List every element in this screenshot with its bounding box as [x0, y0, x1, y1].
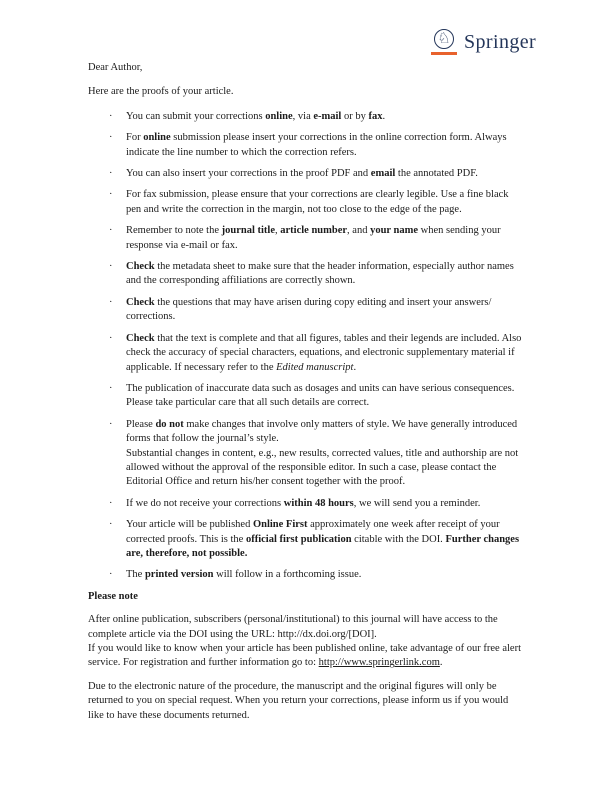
text-segment: online	[265, 110, 293, 122]
text-segment: that the text is complete and that all figures, tables and their legends are included. Also check the accuracy of special characters, equations, and electronic supplementary material if applicable. If necessary refer to the	[126, 332, 522, 373]
letter-body	[88, 61, 525, 732]
text-segment: Check	[126, 332, 155, 344]
bullet-marker: ·	[109, 189, 113, 201]
text-segment: Remember to note the	[126, 225, 222, 237]
doi-access-paragraph	[88, 613, 525, 671]
bullet-text	[126, 131, 525, 160]
text-segment: , via	[292, 110, 314, 122]
text-segment: within 48 hours	[283, 497, 354, 509]
bullet-text	[126, 260, 525, 289]
note-heading: Please note	[88, 590, 138, 602]
text-segment: the metadata sheet to make sure that the header information, especially author names and the corresponding affiliations are correctly shown.	[126, 261, 514, 287]
bullet-text	[126, 382, 525, 411]
bullet-marker: ·	[109, 497, 113, 509]
text-segment: Online First	[252, 519, 308, 531]
bullet-text	[126, 518, 525, 561]
knight-glyph: ♘	[437, 28, 451, 47]
bullet-marker: ·	[109, 519, 113, 531]
bullet-list	[88, 110, 525, 583]
text-segment: article number	[280, 225, 348, 237]
text-segment: .	[439, 657, 443, 669]
text-segment: will follow in a forthcoming issue.	[213, 569, 362, 581]
bullet-item	[88, 167, 525, 181]
bullet-item	[88, 224, 525, 253]
text-segment: the questions that may have arisen during copy editing and insert your answers/ corrections.	[126, 296, 492, 323]
bullet-text	[126, 110, 525, 124]
bullet-marker: ·	[109, 225, 113, 237]
bullet-item	[88, 568, 525, 582]
bullet-text	[126, 332, 525, 375]
springer-logo	[431, 29, 536, 55]
salutation: Dear Author,	[88, 62, 143, 73]
bullet-text	[126, 418, 525, 490]
bullet-text	[126, 296, 525, 325]
text-segment: Substantial changes in content, e.g., new results, corrected values, title and authorship are not allowed without the approval of the responsible editor. In such a case, please contact the Editorial Office and return his/her consent together with the proof.	[126, 447, 519, 488]
text-segment: when sending your response via e-mail or fax.	[126, 225, 501, 251]
bullet-text	[126, 568, 525, 582]
bullet-item	[88, 188, 525, 217]
text-segment: Due to the electronic nature of the procedure, the manuscript and the original figures will only be returned to you on special request. When you return your corrections, please inform us if you would like to have these documents returned.	[88, 680, 509, 721]
text-segment: If you would like to know when your article has been published online, take advantage of our free alert service. For registration and further information go to:	[88, 643, 521, 669]
springer-knight-icon	[431, 29, 457, 55]
text-segment: You can also insert your corrections in the proof PDF and	[126, 168, 371, 180]
bullet-text	[126, 224, 525, 253]
logo-accent-bar	[431, 52, 457, 55]
text-segment: The publication of inaccurate data such as dosages and units can have serious consequences. Please take particular care that all such details are correct.	[126, 382, 515, 409]
bullet-text	[126, 188, 525, 217]
text-segment: ,	[275, 225, 281, 237]
intro-line: Here are the proofs of your article.	[88, 86, 234, 98]
text-segment: For	[126, 132, 144, 144]
text-segment: .	[382, 110, 386, 122]
text-segment: email	[370, 168, 396, 180]
text-segment: do not	[155, 418, 184, 430]
text-segment: or by	[341, 110, 369, 122]
text-segment: If we do not receive your corrections	[126, 497, 284, 509]
bullet-item	[88, 332, 525, 375]
springer-brand-text: Springer	[464, 31, 537, 53]
knight-circle	[434, 29, 454, 49]
text-segment: Check	[126, 296, 155, 308]
bullet-item	[88, 382, 525, 411]
bullet-marker: ·	[109, 296, 113, 308]
bullet-item	[88, 518, 525, 561]
returned-documents-paragraph	[88, 680, 525, 723]
bullet-marker: ·	[109, 569, 113, 581]
text-segment: fax	[368, 110, 383, 122]
bullet-marker: ·	[109, 382, 113, 394]
text-segment: After online publication, subscribers (personal/institutional) to this journal will have access to the complete article via the DOI using the URL: http://dx.doi.org/[DOI].	[88, 614, 498, 640]
text-segment: submission please insert your corrections in the online correction form. Always indicate the line number to which the correction refers.	[126, 132, 507, 158]
text-segment: For fax submission, please ensure that your corrections are clearly legible. Use a fine black pen and write the correction in the margin, not too close to the edge of the page.	[126, 189, 509, 215]
bullet-item	[88, 497, 525, 511]
text-segment: official first publication	[245, 533, 352, 545]
bullet-text	[126, 497, 525, 511]
text-segment: journal title	[221, 225, 276, 237]
bullet-marker: ·	[109, 332, 113, 344]
bullet-item	[88, 260, 525, 289]
bullet-marker: ·	[109, 132, 113, 144]
text-segment: Check	[126, 261, 155, 273]
bullet-item	[88, 131, 525, 160]
inline-link[interactable]: http://www.springerlink.com	[318, 657, 440, 669]
bullet-marker: ·	[109, 418, 113, 430]
text-segment: Edited manuscript	[276, 361, 354, 373]
text-segment: , and	[347, 225, 371, 237]
text-segment: online	[143, 132, 171, 144]
bullet-item	[88, 110, 525, 124]
text-segment: Your article will be published	[126, 519, 253, 531]
text-segment: make changes that involve only matters of style. We have generally introduced forms that follow the journal’s style.	[126, 418, 518, 445]
text-segment: The	[126, 569, 145, 581]
text-segment: your name	[370, 225, 419, 237]
text-segment: Please	[126, 418, 156, 430]
bullet-marker: ·	[109, 168, 113, 180]
text-segment: Further changes are, therefore, not possible.	[126, 533, 520, 559]
bullet-marker: ·	[109, 261, 113, 273]
bullet-item	[88, 418, 525, 490]
bullet-text	[126, 167, 525, 181]
text-segment: e-mail	[313, 110, 342, 122]
text-segment: You can submit your corrections	[126, 110, 266, 122]
text-segment: citable with the DOI.	[351, 533, 446, 545]
text-segment: printed version	[144, 569, 214, 581]
bullet-marker: ·	[109, 110, 113, 122]
text-segment: , we will send you a reminder.	[353, 497, 481, 509]
bullet-item	[88, 296, 525, 325]
text-segment: .	[353, 361, 357, 373]
text-segment: approximately one week after receipt of your corrected proofs. This is the	[126, 519, 500, 545]
text-segment: the annotated PDF.	[395, 168, 478, 180]
